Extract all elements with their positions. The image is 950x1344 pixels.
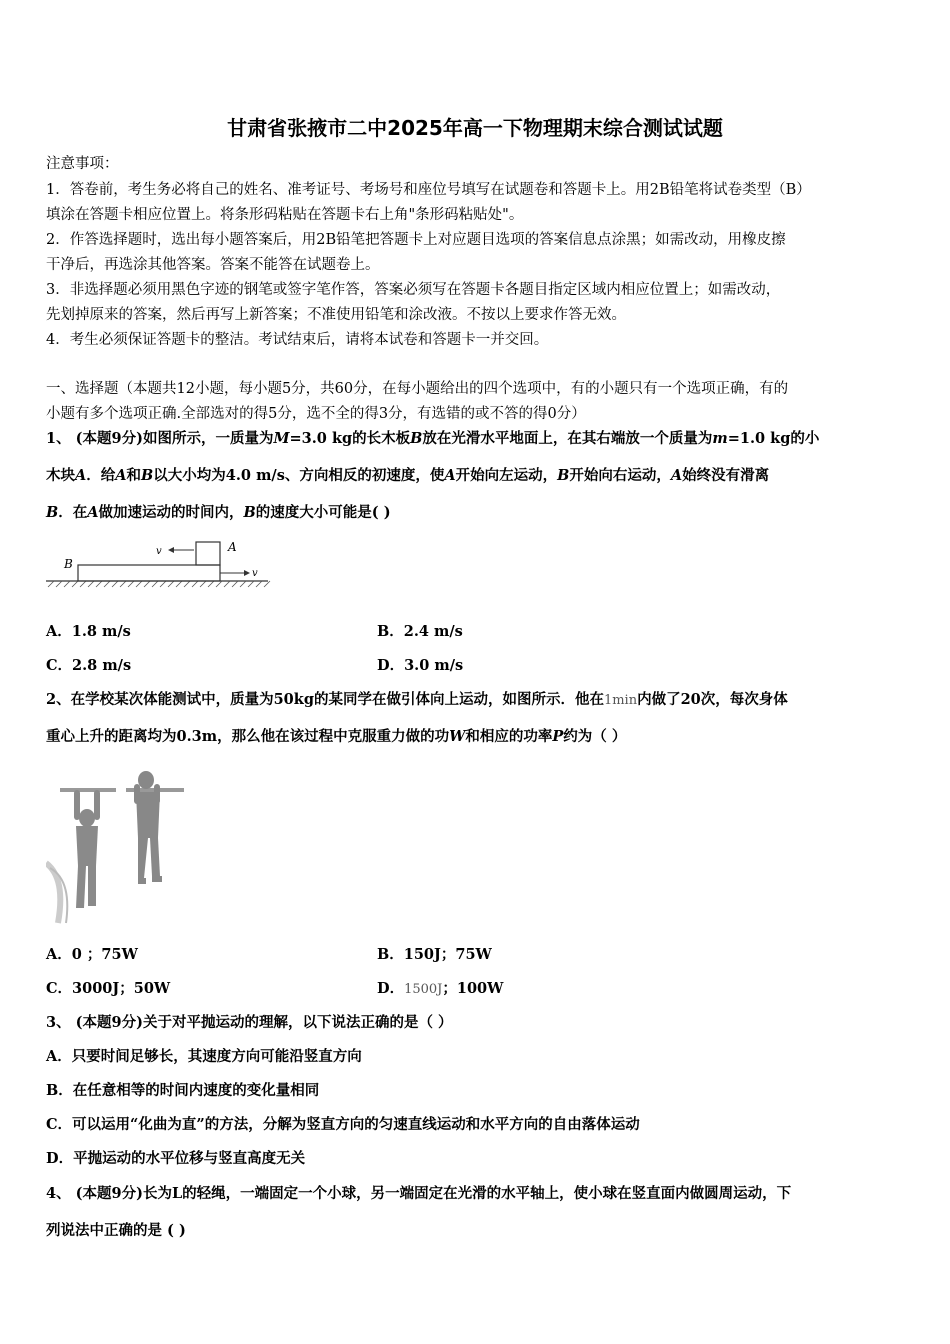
q1-figure [46,535,276,595]
label-b: B [64,557,73,571]
q4-stem-line1: 4、 (本题9分)长为L的轻绳，一端固定一个小球，另一端固定在光滑的水平轴上，使小球在竖直面内做圆周运动，下 [46,1185,792,1202]
q2-option-d[interactable]: D．1500J；100W [377,980,504,997]
notes-line: 填涂在答题卡相应位置上。将条形码粘贴在答题卡右上角"条形码粘贴处"。 [46,207,524,223]
notes-line: 2．作答选择题时，选出每小题答案后，用2B铅笔把答题卡上对应题目选项的答案信息点涂黑；如需改动，用橡皮擦 [46,232,786,248]
notes-line: 先划掉原来的答案，然后再写上新答案；不准使用铅笔和涂改液。不按以上要求作答无效。 [46,307,626,323]
hoop-edge [46,863,60,923]
q1-option-c[interactable]: C．2.8 m/s [46,657,132,674]
arrow-right-head [244,570,250,576]
q2-option-b[interactable]: B．150J；75W [377,946,492,963]
q1-option-b[interactable]: B．2.4 m/s [377,623,463,640]
label-v-right: v [252,568,258,579]
q2-option-c[interactable]: C．3000J；50W [46,980,171,997]
person-hanging [74,790,100,908]
q2-figure-pullup [46,768,191,928]
q3-option-a[interactable]: A．只要时间足够长，其速度方向可能沿竖直方向 [46,1048,362,1065]
q4-stem-line2: 列说法中正确的是 ( ) [46,1222,186,1239]
q1-stem-line2: 木块A．给A和B以大小均为4.0 m/s、方向相反的初速度，使A开始向左运动，B开始向右运动，A始终没有滑离 [46,467,770,484]
q3-option-c[interactable]: C．可以运用“化曲为直”的方法，分解为竖直方向的匀速直线运动和水平方向的自由落体运动 [46,1116,640,1133]
q2-stem-line1: 2、在学校某次体能测试中，质量为50kg的某同学在做引体向上运动，如图所示．他在1min内做了20次，每次身体 [46,691,788,708]
q1-option-a[interactable]: A．1.8 m/s [46,623,131,640]
person-raised [134,771,162,884]
q1-option-d[interactable]: D．3.0 m/s [377,657,464,674]
q1-stem-line1: 1、 (本题9分)如图所示，一质量为M=3.0 kg的长木板B放在光滑水平地面上，在其右端放一个质量为m=1.0 kg的小 [46,430,820,447]
page-title: 甘肃省张掖市二中2025年高一下物理期末综合测试试题 [227,116,723,140]
arrow-left-head [168,547,174,553]
label-v-left: v [156,546,162,557]
ground-hatch [48,581,270,587]
notes-line: 干净后，再选涂其他答案。答案不能答在试题卷上。 [46,257,380,273]
q3-option-b[interactable]: B．在任意相等的时间内速度的变化量相同 [46,1082,320,1099]
q3-option-d[interactable]: D．平抛运动的水平位移与竖直高度无关 [46,1150,306,1167]
notes-line: 1．答卷前，考生务必将自己的姓名、准考证号、考场号和座位号填写在试题卷和答题卡上。用2B铅笔将试卷类型（B） [46,182,811,198]
notes-heading: 注意事项： [46,156,119,172]
section-heading: 一、选择题（本题共12小题，每小题5分，共60分，在每小题给出的四个选项中，有的小题只有一个选项正确，有的 [46,381,789,397]
section-heading: 小题有多个选项正确.全部选对的得5分，选不全的得3分，有选错的或不答的得0分） [46,406,586,422]
notes-line: 4．考生必须保证答题卡的整洁。考试结束后，请将本试卷和答题卡一并交回。 [46,332,549,348]
board-b [78,565,220,581]
q1-stem-line3: B．在A做加速运动的时间内，B的速度大小可能是( ) [46,504,391,521]
label-a: A [228,540,237,554]
notes-line: 3．非选择题必须用黑色字迹的钢笔或签字笔作答，答案必须写在答题卡各题目指定区域内相应位置上；如需改动， [46,282,781,298]
block-a [196,542,220,565]
q2-stem-line2: 重心上升的距离均为0.3m，那么他在该过程中克服重力做的功W和相应的功率P约为（ ） [46,728,627,745]
q3-stem: 3、 (本题9分)关于对平抛运动的理解，以下说法正确的是（ ） [46,1014,453,1031]
q2-option-a[interactable]: A．0 ；75W [46,946,138,963]
